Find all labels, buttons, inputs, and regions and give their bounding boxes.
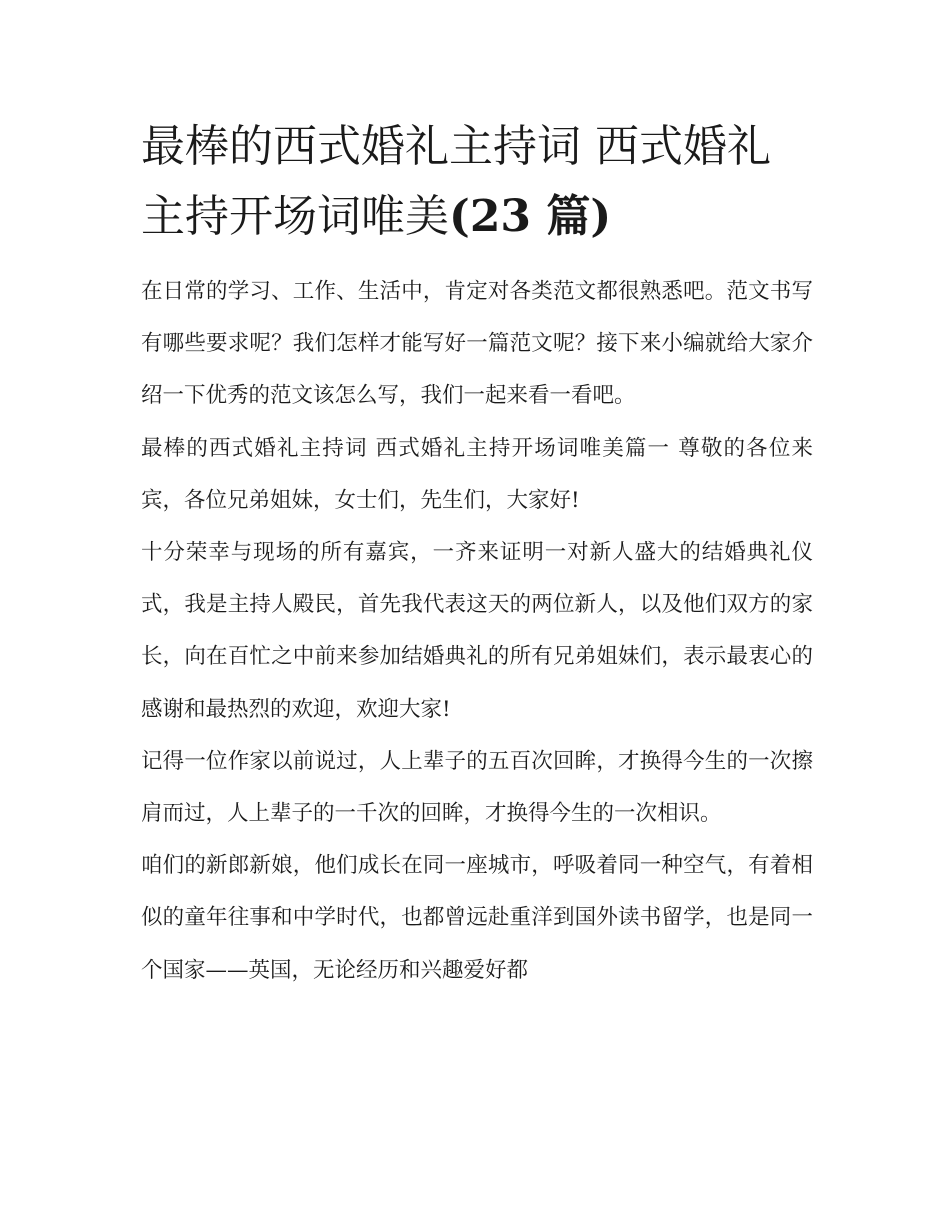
paragraph-greeting: 最棒的西式婚礼主持词 西式婚礼主持开场词唯美篇一 尊敬的各位来宾，各位兄弟姐妹，女士们，先生们，大家好! <box>141 435 813 513</box>
paragraph-intro: 在日常的学习、工作、生活中，肯定对各类范文都很熟悉吧。范文书写有哪些要求呢？我们怎样才能写好一篇范文呢？接下来小编就给大家介绍一下优秀的范文该怎么写，我们一起来看一看吧。 <box>141 279 813 409</box>
document-title-text: 最棒的西式婚礼主持词 西式婚礼主持开场词唯美 <box>141 121 771 242</box>
document-title-count: (23 篇) <box>449 191 612 242</box>
document-title <box>141 112 813 252</box>
paragraph-welcome: 十分荣幸与现场的所有嘉宾，一齐来证明一对新人盛大的结婚典礼仪式，我是主持人殿民，首先我代表这天的两位新人，以及他们双方的家长，向在百忙之中前来参加结婚典礼的所有兄弟姐妹们，表示最衷心的感谢和最热烈的欢迎，欢迎大家! <box>141 540 813 722</box>
paragraph-couple: 咱们的新郎新娘，他们成长在同一座城市，呼吸着同一种空气，有着相似的童年往事和中学时代，也都曾远赴重洋到国外读书留学，也是同一个国家——英国，无论经历和兴趣爱好都 <box>141 853 813 983</box>
paragraph-quote: 记得一位作家以前说过，人上辈子的五百次回眸，才换得今生的一次擦肩而过，人上辈子的一千次的回眸，才换得今生的一次相识。 <box>141 748 813 827</box>
document-body <box>141 112 813 997</box>
